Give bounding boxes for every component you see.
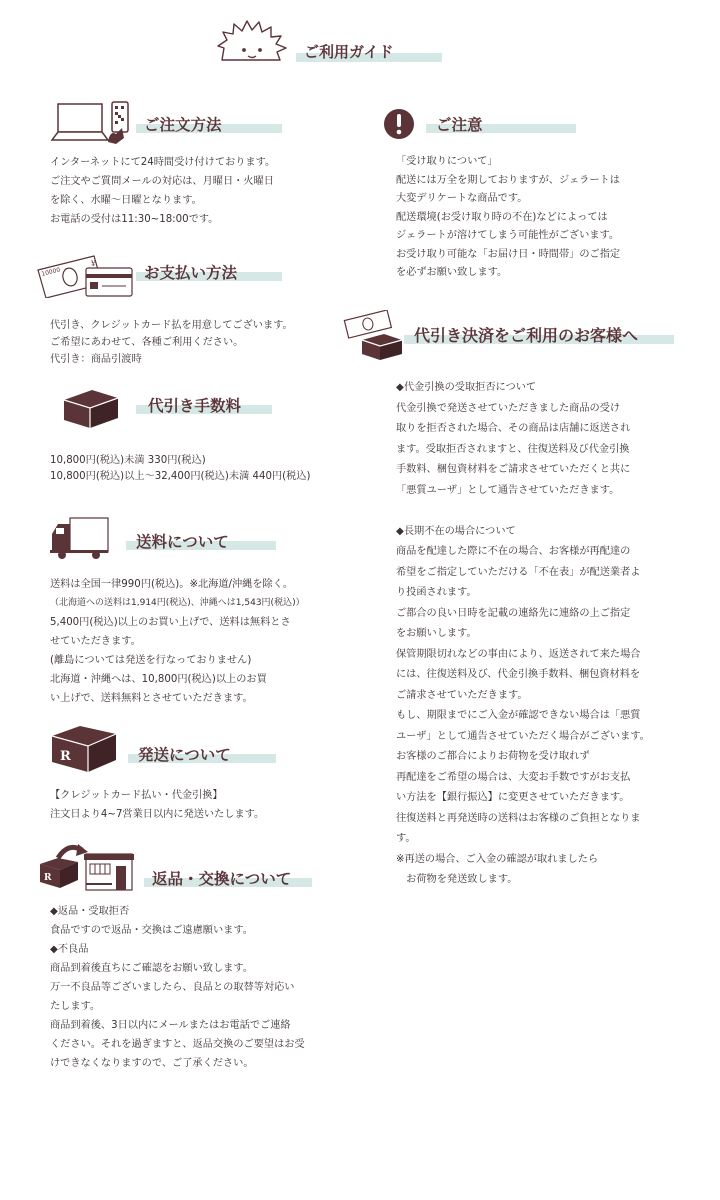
text-line: (離島については発送を行なっておりません)	[50, 655, 252, 666]
text-line: 商品到着後直ちにご確認をお願い致します。	[50, 963, 253, 974]
text-line: 商品を配達した際に不在の場合、お客様が再配達の	[396, 546, 631, 557]
svg-text:R: R	[60, 749, 71, 764]
section-body	[50, 317, 293, 368]
computer-phone-icon	[50, 100, 136, 144]
text-line: す。	[396, 833, 416, 844]
text-line: ご希望にあわせて、各種ご利用ください。	[50, 337, 244, 348]
text-line: もし、期限までにご入金が確認できない場合は「悪質	[396, 710, 641, 721]
text-line: ◆不良品	[50, 944, 89, 955]
text-line: （北海道への送料は1,914円(税込)、沖縄へは1,543円(税込)）	[50, 598, 305, 608]
text-line: 10,800円(税込)以上～32,400円(税込)未満 440円(税込)	[50, 471, 311, 482]
text-line: 【クレジットカード払い・代金引換】	[50, 790, 223, 801]
text-line: 北海道・沖縄へは、10,800円(税込)以上のお買	[50, 674, 267, 685]
text-line: 万一不良品等ございましたら、良品との取替等対応い	[50, 982, 295, 993]
text-line: 商品到着後、3日以内にメールまたはお電話でご連絡	[50, 1020, 291, 1031]
svg-text:R: R	[44, 873, 52, 883]
section-body	[396, 378, 650, 891]
svg-text:¥: ¥	[91, 260, 96, 268]
text-line: を必ずお願い致します。	[396, 267, 508, 278]
text-line: ください。それを過ぎますと、返品交換のご要望はお受	[50, 1039, 305, 1050]
text-line: 代金引換で発送させていただきました商品の受け	[396, 402, 621, 414]
text-line: り投函されます。	[396, 587, 477, 598]
text-line: せていただきます。	[50, 636, 141, 647]
text-line: 「受け取りについて」	[396, 156, 498, 167]
text-line: ご注文やご質問メールの対応は、月曜日・火曜日	[50, 176, 274, 187]
section-body	[396, 153, 620, 283]
money-card-icon	[36, 248, 136, 298]
page-title: ご利用ガイド	[304, 43, 394, 61]
text-line: ◆代金引換の受取拒否について	[396, 382, 537, 393]
text-line: お電話の受付は11:30~18:00です。	[50, 214, 219, 225]
text-line: には、往復送料及び、代金引換手数料、梱包資材料を	[396, 669, 641, 680]
text-line: 5,400円(税込)以上のお買い上げで、送料は無料とさ	[50, 617, 291, 628]
text-line: を除く、水曜～日曜となります。	[50, 195, 202, 206]
section-heading: 代引き決済をご利用のお客様へ	[414, 326, 639, 345]
text-line: 再配達をご希望の場合は、大変お手数ですがお支払	[396, 771, 631, 783]
text-line: 手数料、梱包資材料をご請求させていただくと共に	[396, 464, 631, 475]
text-line: 注文日より4~7営業日以内に発送いたします。	[50, 809, 265, 820]
section-heading: ご注意	[436, 115, 483, 134]
text-line: 保管期限切れなどの事由により、返送されて来た場合	[396, 648, 641, 660]
section-body	[50, 902, 305, 1073]
exclamation-icon	[383, 108, 415, 140]
text-line	[396, 501, 650, 522]
text-line: お客様のご都合によりお荷物を受け取れず	[396, 751, 590, 762]
text-line: 配送環境(お受け取り時の不在)などによっては	[396, 211, 608, 223]
text-line: 取りを拒否された場合、その商品は店舗に返送され	[396, 423, 631, 434]
section-heading: 発送について	[138, 745, 231, 764]
text-line: ご請求させていただきます。	[396, 689, 528, 701]
text-line: お受け取り可能な「お届け日・時間帯」のご指定	[396, 248, 621, 260]
text-line: ます。受取拒否されますと、往復送料及び代金引換	[396, 443, 630, 455]
section-heading: 返品・交換について	[152, 869, 292, 888]
section-heading: お支払い方法	[144, 263, 238, 282]
text-line: けできなくなりますので、ご了承ください。	[50, 1058, 254, 1069]
text-line: ※再送の場合、ご入金の確認が取れましたら	[396, 853, 599, 865]
hedgehog-icon	[214, 18, 290, 64]
section-heading: 代引き手数料	[148, 396, 242, 415]
money-box-icon	[342, 310, 406, 362]
text-line: たします。	[50, 1001, 101, 1012]
truck-icon	[50, 516, 112, 560]
box-icon	[60, 386, 122, 430]
svg-text:10000: 10000	[40, 266, 62, 278]
text-line: ご都合の良い日時を記載の連絡先に連絡の上ご指定	[396, 607, 631, 619]
section-heading: 送料について	[136, 532, 229, 551]
r-box-icon	[50, 724, 120, 774]
text-line: ジェラートが溶けてしまう可能性がございます。	[396, 230, 620, 241]
text-line: 食品ですので返品・交換はご遠慮願います。	[50, 925, 253, 936]
text-line: 配送には万全を期しておりますが、ジェラートは	[396, 174, 620, 186]
text-line: インターネットにて24時間受け付けております。	[50, 157, 276, 168]
section-body	[50, 575, 305, 708]
text-line: 往復送料と再発送時の送料はお客様のご負担となりま	[396, 812, 641, 824]
return-shop-icon	[38, 840, 138, 892]
text-line: をお願いします。	[396, 628, 477, 639]
text-line: い方法を【銀行振込】に変更させていただきます。	[396, 792, 630, 803]
text-line: い上げで、送料無料とさせていただきます。	[50, 693, 253, 704]
text-line: 希望をご指定していただける「不在表」が配送業者よ	[396, 566, 641, 578]
text-line: ユーザ」として通告させていただく場合がございます。	[396, 730, 650, 742]
section-heading: ご注文方法	[144, 115, 222, 134]
text-line: 代引き：商品引渡時	[50, 354, 142, 365]
text-line: 代引き、クレジットカード払を用意してございます。	[50, 320, 293, 331]
text-line: 送料は全国一律990円(税込)。※北海道/沖縄を除く。	[50, 579, 293, 590]
section-body	[50, 153, 275, 229]
text-line: 大変デリケートな商品です。	[396, 193, 528, 204]
section-body	[50, 786, 264, 824]
text-line: 「悪質ユーザ」として通告させていただきます。	[396, 484, 620, 496]
section-body	[50, 453, 310, 485]
text-line: ◆長期不在の場合について	[396, 525, 516, 537]
text-line: お荷物を発送致します。	[396, 874, 518, 885]
text-line: ◆返品・受取拒否	[50, 906, 130, 917]
text-line: 10,800円(税込)未満 330円(税込)	[50, 455, 206, 466]
